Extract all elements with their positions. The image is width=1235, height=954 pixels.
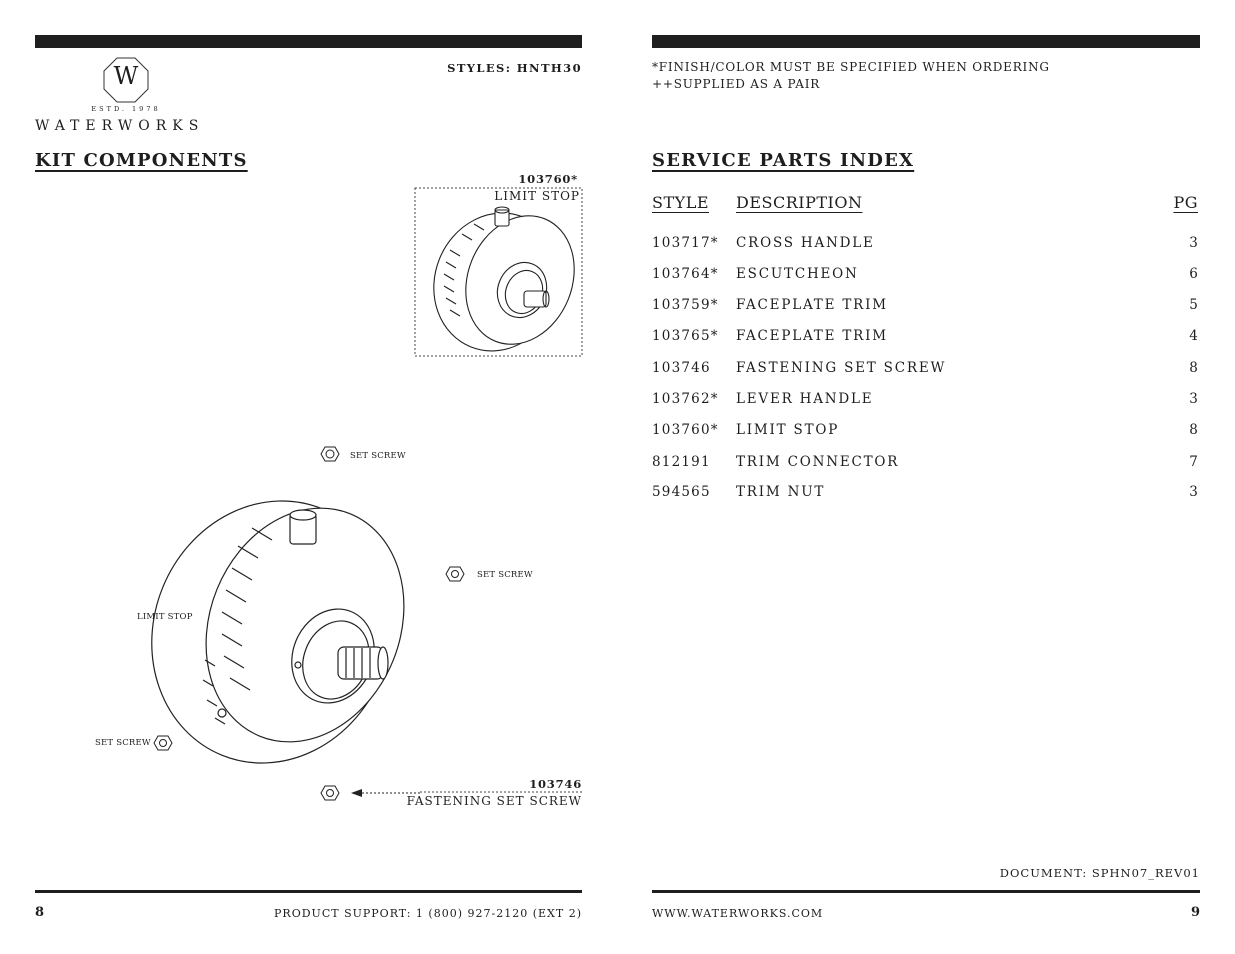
set-screw-top-label: SET SCREW	[350, 451, 406, 461]
limit-stop-small-drawing	[413, 194, 593, 370]
service-parts-heading: SERVICE PARTS INDEX	[652, 150, 915, 171]
logo-estd: ESTD. 1978	[91, 105, 161, 113]
document-id: DOCUMENT: SPHN07_REV01	[999, 866, 1200, 880]
row-page: 5	[1189, 297, 1199, 313]
left-bottom-rule	[35, 890, 582, 893]
right-bottom-rule	[652, 890, 1200, 893]
col-pg-header: PG	[1173, 193, 1198, 212]
row-style: 594565	[652, 484, 711, 500]
row-description: TRIM NUT	[736, 484, 826, 500]
row-description: LIMIT STOP	[736, 422, 840, 438]
col-style-header: STYLE	[652, 193, 709, 212]
row-page: 6	[1189, 266, 1199, 282]
limit-stop-diagram-label: LIMIT STOP	[137, 612, 193, 622]
row-page: 8	[1189, 422, 1199, 438]
fastening-screw-icon	[321, 786, 339, 800]
row-description: FACEPLATE TRIM	[736, 328, 888, 344]
limit-stop-part-number: 103760*	[518, 172, 578, 186]
table-row	[652, 484, 1199, 504]
row-style: 103746	[652, 360, 711, 376]
row-description: FACEPLATE TRIM	[736, 297, 888, 313]
fastening-callout-label: FASTENING SET SCREW	[406, 794, 582, 808]
fastening-part-number: 103746	[529, 777, 582, 791]
table-row	[652, 266, 1199, 286]
row-page: 3	[1189, 484, 1199, 500]
table-row	[652, 360, 1199, 380]
website-link[interactable]: WWW.WATERWORKS.COM	[652, 907, 824, 920]
row-page: 4	[1189, 328, 1199, 344]
set-screw-right-icon	[446, 567, 464, 581]
row-style: 103759*	[652, 297, 719, 313]
set-screw-bottom-label: SET SCREW	[95, 738, 151, 748]
row-description: CROSS HANDLE	[736, 235, 875, 251]
set-screw-top-icon	[321, 447, 339, 461]
row-style: 103762*	[652, 391, 719, 407]
right-page-number: 9	[1190, 905, 1200, 920]
row-page: 3	[1189, 235, 1199, 251]
table-row	[652, 235, 1199, 255]
fastening-arrow-head	[351, 789, 362, 797]
row-description: ESCUTCHEON	[736, 266, 859, 282]
note-finish: *FINISH/COLOR MUST BE SPECIFIED WHEN ORDERING	[652, 60, 1050, 74]
table-row	[652, 454, 1199, 474]
row-description: LEVER HANDLE	[736, 391, 874, 407]
right-top-bar	[652, 35, 1200, 48]
row-style: 103765*	[652, 328, 719, 344]
row-page: 7	[1189, 454, 1199, 470]
table-row	[652, 422, 1199, 442]
row-style: 812191	[652, 454, 711, 470]
row-style: 103717*	[652, 235, 719, 251]
styles-label: STYLES: HNTH30	[447, 61, 582, 75]
set-screw-right-label: SET SCREW	[477, 570, 533, 580]
row-style: 103764*	[652, 266, 719, 282]
logo-wordmark: WATERWORKS	[35, 118, 205, 134]
logo-monogram: W	[113, 62, 139, 90]
table-row	[652, 328, 1199, 348]
table-row	[652, 391, 1199, 411]
row-description: TRIM CONNECTOR	[736, 454, 900, 470]
row-style: 103760*	[652, 422, 719, 438]
row-page: 3	[1189, 391, 1199, 407]
left-page-number: 8	[35, 905, 45, 920]
table-row	[652, 297, 1199, 317]
set-screw-bottom-icon	[154, 736, 172, 750]
ordering-notes	[652, 59, 1050, 93]
kit-diagram	[0, 0, 600, 880]
col-description-header: DESCRIPTION	[736, 193, 863, 212]
product-support: PRODUCT SUPPORT: 1 (800) 927-2120 (EXT 2)	[274, 907, 582, 920]
kit-components-heading: KIT COMPONENTS	[35, 150, 248, 171]
note-pair: ++SUPPLIED AS A PAIR	[652, 77, 821, 91]
row-page: 8	[1189, 360, 1199, 376]
row-description: FASTENING SET SCREW	[736, 360, 947, 376]
limit-stop-callout-label: LIMIT STOP	[494, 189, 580, 203]
